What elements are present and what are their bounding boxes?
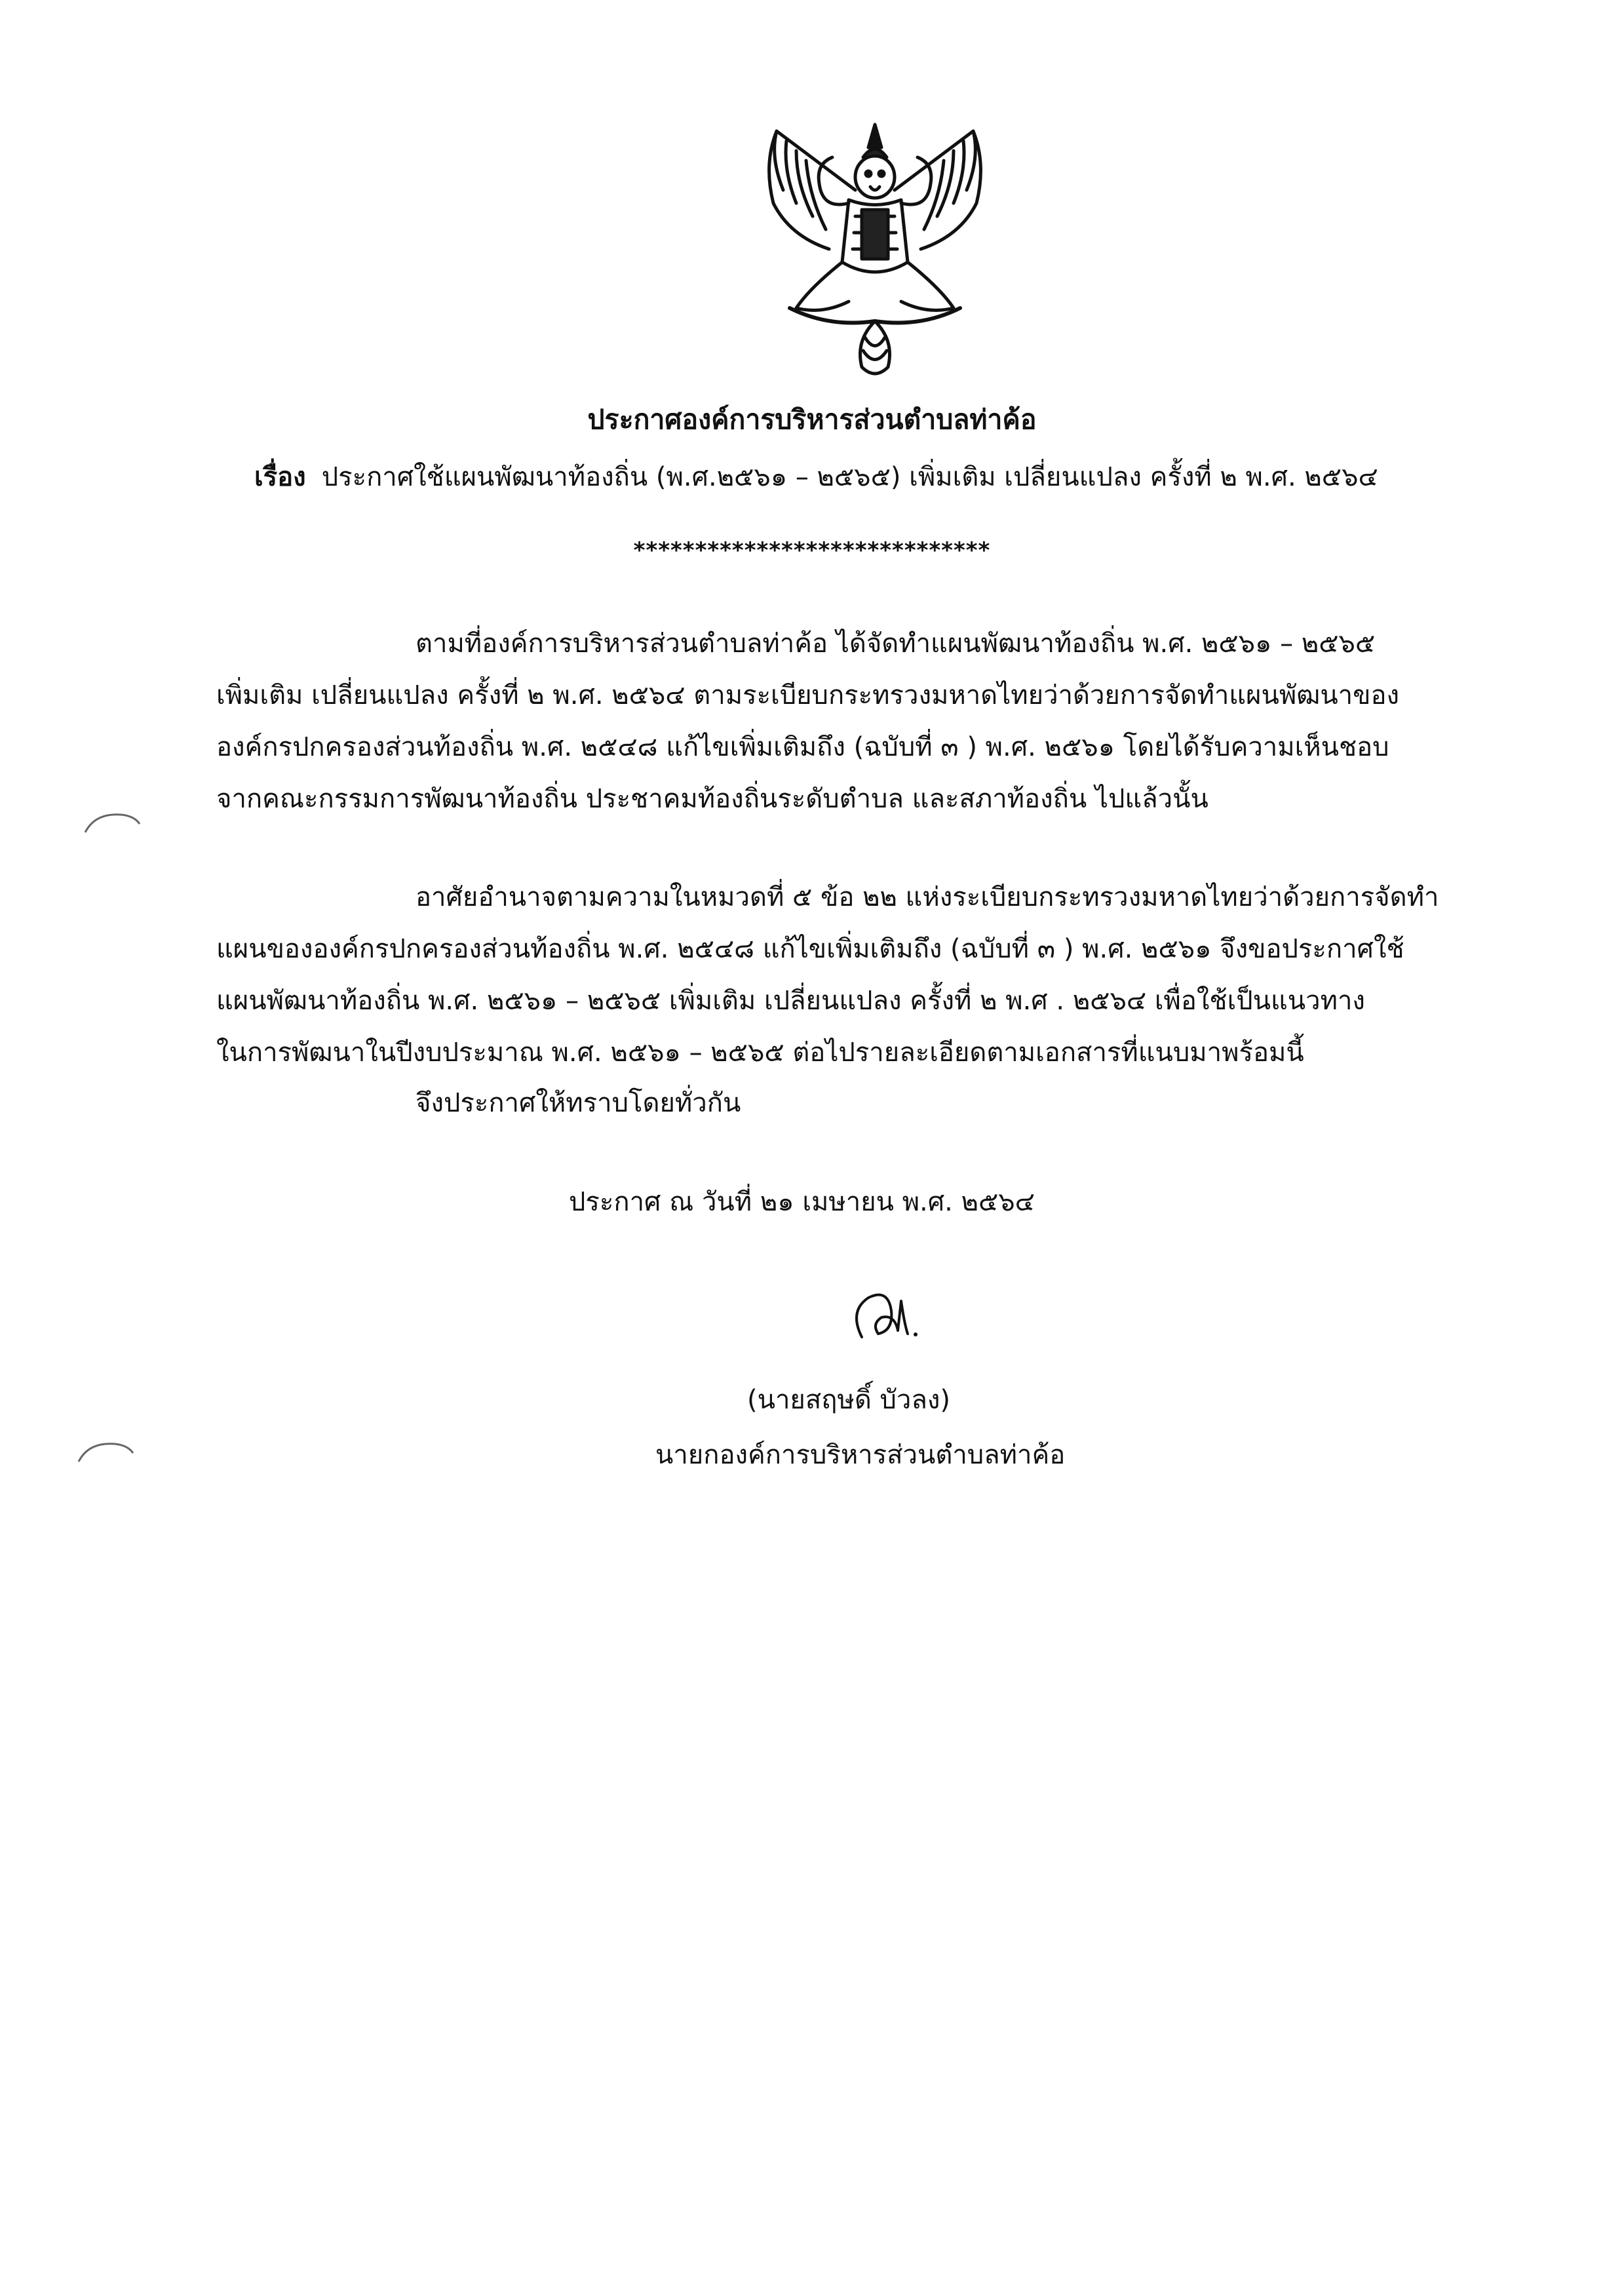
paragraph-line: อาศัยอำนาจตามความในหมวดที่ ๕ ข้อ ๒๒ แห่งระเบียบกระทรวงมหาดไทยว่าด้วยการจัดทำ xyxy=(416,882,1439,912)
paragraph-line: แผนพัฒนาท้องถิ่น พ.ศ. ๒๕๖๑ – ๒๕๖๕ เพิ่มเติม เปลี่ยนแปลง ครั้งที่ ๒ พ.ศ . ๒๕๖๔ เพื่อใช้เป็นแนวทาง xyxy=(216,986,1365,1016)
subject-line xyxy=(254,459,1378,496)
closing-statement: จึงประกาศให้ทราบโดยทั่วกัน xyxy=(416,1088,741,1118)
subject-label: เรื่อง xyxy=(254,462,306,492)
handwritten-signature xyxy=(842,1285,934,1350)
paragraph-line: ตามที่องค์การบริหารส่วนตำบลท่าค้อ ได้จัดทำแผนพัฒนาท้องถิ่น พ.ศ. ๒๕๖๑ – ๒๕๖๕ xyxy=(416,629,1376,659)
paragraph-line: แผนขององค์กรปกครองส่วนท้องถิ่น พ.ศ. ๒๕๔๘ แก้ไขเพิ่มเติมถึง (ฉบับที่ ๓ ) พ.ศ. ๒๕๖๑ จึงขอประกาศใช้ xyxy=(216,934,1404,964)
punch-hole-mark xyxy=(75,1439,134,1465)
announcement-date: ประกาศ ณ วันที่ ๒๑ เมษายน พ.ศ. ๒๕๖๔ xyxy=(569,1187,1035,1217)
paragraph-line: ในการพัฒนาในปีงบประมาณ พ.ศ. ๒๕๖๑ – ๒๕๖๕ ต่อไปรายละเอียดตามเอกสารที่แนบมาพร้อมนี้ xyxy=(216,1038,1304,1068)
paragraph-line: เพิ่มเติม เปลี่ยนแปลง ครั้งที่ ๒ พ.ศ. ๒๕๖๔ ตามระเบียบกระทรวงมหาดไทยว่าด้วยการจัดทำแผนพัฒนาของ xyxy=(216,680,1400,710)
paragraph-line: องค์กรปกครองส่วนท้องถิ่น พ.ศ. ๒๕๔๘ แก้ไขเพิ่มเติมถึง (ฉบับที่ ๓ ) พ.ศ. ๒๕๖๑ โดยได้รับความเห็นชอบ xyxy=(216,732,1389,762)
garuda-emblem-icon xyxy=(750,111,999,387)
signer-name: (นายสฤษดิ์ บัวลง) xyxy=(747,1385,951,1415)
document-title: ประกาศองค์การบริหารส่วนตำบลท่าค้อ xyxy=(587,404,1037,435)
separator-stars: ***************************** xyxy=(633,537,991,564)
paragraph-1 xyxy=(216,618,1515,825)
punch-hole-mark xyxy=(82,809,141,836)
subject-text: ประกาศใช้แผนพัฒนาท้องถิ่น (พ.ศ.๒๕๖๑ – ๒๕๖๕) เพิ่มเติม เปลี่ยนแปลง ครั้งที่ ๒ พ.ศ. ๒๕๖๔ xyxy=(321,462,1378,492)
paragraph-line: จากคณะกรรมการพัฒนาท้องถิ่น ประชาคมท้องถิ่นระดับตำบล และสภาท้องถิ่น ไปแล้วนั้น xyxy=(216,784,1208,814)
paragraph-2 xyxy=(216,872,1515,1079)
signer-title: นายกองค์การบริหารส่วนตำบลท่าค้อ xyxy=(655,1440,1066,1470)
